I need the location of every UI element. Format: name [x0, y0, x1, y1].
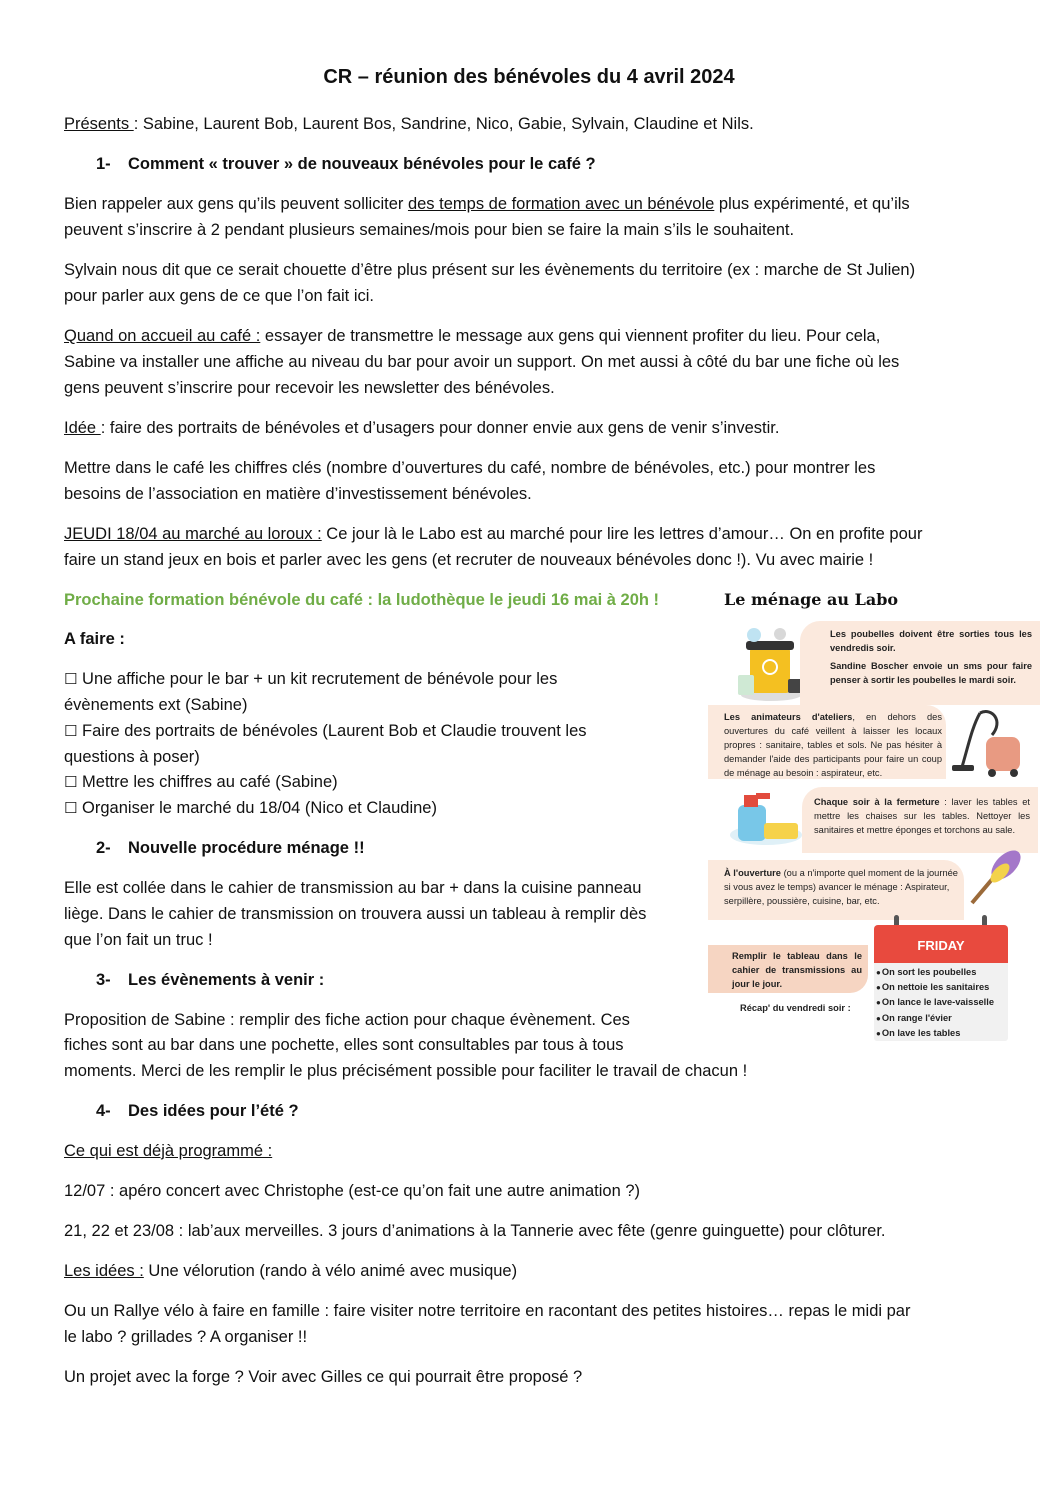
deja-programme-label: Ce qui est déjà programmé : [64, 1142, 273, 1160]
forge-line: Un projet avec la forge ? Voir avec Gilles ce qui pourrait être proposé ? [64, 1368, 583, 1386]
paragraph-accueil-line-1 [64, 323, 880, 349]
rallye-line-2: le labo ? grillades ? A organiser !! [64, 1328, 308, 1346]
todo-item-1-cont: évènements ext (Sabine) [64, 696, 248, 714]
bold-text: À l'ouverture [724, 868, 781, 878]
bubble-poubelles-text-2: Sandine Boscher envoie un sms pour faire penser à sortir les poubelles le mardi soir. [830, 661, 1032, 685]
section-2-line-2: liège. Dans le cahier de transmission on trouvera aussi un tableau à remplir dès [64, 905, 647, 923]
todo-item-1 [64, 666, 557, 692]
section-3-line-2: fiches sont au bar dans une pochette, elles sont consultables par tous à tous [64, 1036, 624, 1054]
underlined-text: Quand on accueil au café : [64, 327, 261, 345]
paragraph-formation-line [64, 191, 910, 217]
bubble-ouverture-text [724, 866, 958, 908]
section-4-number: 4- [96, 1102, 111, 1120]
presents-label: Présents [64, 115, 134, 133]
section-3-line-1: Proposition de Sabine : remplir des fiche action pour chaque évènement. Ces [64, 1011, 630, 1029]
friday-item: ● On nettoie les sanitaires [876, 980, 994, 995]
text-run: plus expérimenté, et qu’ils [714, 195, 910, 213]
underlined-text: des temps de formation avec un bénévole [407, 195, 715, 213]
document-title: CR – réunion des bénévoles du 4 avril 2024 [323, 66, 735, 88]
todo-item-2-cont: questions à poser) [64, 748, 200, 766]
text-run: Une vélorution (rando à vélo animé avec musique) [143, 1262, 518, 1280]
friday-item: ● On lave les tables [876, 1026, 994, 1041]
friday-item: ● On lance le lave-vaisselle [876, 995, 994, 1010]
paragraph-accueil-line-3: gens peuvent s’inscrire pour recevoir les newsletter des bénévoles. [64, 379, 555, 397]
presents-text: : Sabine, Laurent Bob, Laurent Bos, Sandrine, Nico, Gabie, Sylvain, Claudine et Nils. [133, 115, 754, 133]
paragraph-jeudi-line-2: faire un stand jeux en bois et parler avec les gens (et recruter de nouveaux bénévoles donc !). Vu avec mairie ! [64, 551, 874, 569]
idees-line [64, 1258, 517, 1284]
bubble-ouverture [708, 860, 964, 920]
section-2-line-3: que l’on fait un truc ! [64, 931, 213, 949]
section-4-heading [96, 1098, 299, 1124]
todo-text: Organiser le marché du 18/04 (Nico et Claudine) [82, 799, 437, 817]
section-3-heading [96, 967, 324, 993]
text-run: essayer de transmettre le message aux gens qui viennent profiter du lieu. Pour cela, [260, 327, 881, 345]
friday-item: ● On range l'évier [876, 1011, 994, 1026]
bubble-tableau [708, 945, 868, 993]
section-2-line-1: Elle est collée dans le cahier de transmission au bar + dans la cuisine panneau [64, 879, 642, 897]
section-3-title: Les évènements à venir : [128, 971, 325, 989]
text-run: Bien rappeler aux gens qu’ils peuvent solliciter [64, 195, 408, 213]
todo-item-2 [64, 718, 587, 744]
checkbox-icon[interactable]: ☐ [64, 799, 78, 817]
calendar-icon [874, 925, 1008, 1041]
text-run: : laver les tables et mettre les chaises sur les tables. Nettoyer les sanitaires et mettre éponges et torchons au sale. [814, 797, 1030, 835]
section-3-line-3: moments. Merci de les remplir le plus précisément possible pour faciliter le travail de chacun ! [64, 1062, 748, 1080]
bubble-poubelles [800, 621, 1040, 705]
text-run: Ce jour là le Labo est au marché pour lire les lettres d’amour… On en profite pour [321, 525, 923, 543]
friday-item: ● On sort les poubelles [876, 965, 994, 980]
checkbox-icon[interactable]: ☐ [64, 670, 78, 688]
todo-text: Une affiche pour le bar + un kit recrutement de bénévole pour les [82, 670, 558, 688]
friday-checklist [876, 965, 994, 1041]
paragraph-chiffres-line-2: besoins de l’association en matière d’investissement bénévoles. [64, 485, 532, 503]
section-1-title: Comment « trouver » de nouveaux bénévoles pour le café ? [128, 155, 596, 173]
paragraph-formation-line-2: peuvent s’inscrire à 2 pendant plusieurs semaines/mois pour bien se faire la main s’ils le souhaitent. [64, 221, 795, 239]
paragraph-accueil-line-2: Sabine va installer une affiche au niveau du bar pour avoir un support. On met aussi à côté du bar une fiche où les [64, 353, 900, 371]
section-4-title: Des idées pour l’été ? [128, 1102, 299, 1120]
section-1-number: 1- [96, 155, 111, 173]
friday-label: FRIDAY [874, 925, 1008, 963]
section-1-heading [96, 151, 596, 177]
section-2-title: Nouvelle procédure ménage !! [128, 839, 365, 857]
bubble-poubelles-text-1: Les poubelles doivent être sorties tous les vendredis soir. [830, 629, 1032, 653]
paragraph-chiffres-line-1: Mettre dans le café les chiffres clés (nombre d’ouvertures du café, nombre de bénévoles, etc.) pour montrer les [64, 459, 876, 477]
vacuum-cleaner-icon [952, 707, 1024, 779]
paragraph-idee [64, 415, 779, 441]
paragraph-sylvain-line-2: pour parler aux gens de ce que l’on fait ici. [64, 287, 375, 305]
menage-infographic [706, 585, 1042, 1045]
underlined-text: Les idées : [64, 1262, 144, 1280]
bubble-animateurs-text [724, 710, 942, 780]
bubble-animateurs [708, 705, 946, 779]
presents-line [64, 111, 754, 137]
formation-announcement: Prochaine formation bénévole du café : la ludothèque le jeudi 16 mai à 20h ! [64, 591, 660, 609]
section-3-number: 3- [96, 971, 111, 989]
text-run: , en dehors des ouvertures du café veillent à laisser les locaux propres : sanitaire, tables et sols. Ne pas hésiter à demander l'aide des participants pour faire un coup de ménage au besoin : aspirateur, etc. [724, 712, 942, 778]
recap-label: Récap' du vendredi soir : [740, 1003, 851, 1013]
underlined-text: JEUDI 18/04 au marché au loroux : [64, 525, 322, 543]
trash-bin-icon [736, 625, 806, 703]
text-run: : faire des portraits de bénévoles et d’usagers pour donner envie aux gens de venir s’investir. [100, 419, 780, 437]
event-labaux-merveilles: 21, 22 et 23/08 : lab’aux merveilles. 3 jours d’animations à la Tannerie avec fête (genre guinguette) pour clôturer. [64, 1222, 886, 1240]
rallye-line-1: Ou un Rallye vélo à faire en famille : faire visiter notre territoire en racontant des petites histoires… repas le midi par [64, 1302, 911, 1320]
bubble-tableau-text: Remplir le tableau dans le cahier de transmissions au jour le jour. [732, 951, 862, 989]
spray-bottle-icon [722, 785, 802, 847]
bold-text: Les animateurs d'ateliers [724, 712, 853, 722]
section-2-heading [96, 835, 365, 861]
feather-duster-icon [964, 843, 1030, 909]
todo-item-4 [64, 795, 437, 821]
todo-item-3 [64, 769, 338, 795]
todo-heading: A faire : [64, 630, 125, 648]
infographic-title: Le ménage au Labo [724, 590, 899, 609]
underlined-text: Idée [64, 419, 101, 437]
bold-text: Chaque soir à la fermeture [814, 797, 940, 807]
event-1207: 12/07 : apéro concert avec Christophe (est-ce qu’on fait une autre animation ?) [64, 1182, 641, 1200]
bubble-fermeture-text [814, 795, 1030, 837]
section-2-number: 2- [96, 839, 111, 857]
paragraph-sylvain-line-1: Sylvain nous dit que ce serait chouette d’être plus présent sur les évènements du territoire (ex : marche de St Julien) [64, 261, 916, 279]
text-run: (ou a n'importe quel moment de la journée si vous avez le temps) avancer le ménage : Aspirateur, serpillère, poussière, cuisine, bar, etc. [724, 868, 958, 906]
todo-text: Mettre les chiffres au café (Sabine) [82, 773, 338, 791]
checkbox-icon[interactable]: ☐ [64, 773, 78, 791]
paragraph-jeudi-line-1 [64, 521, 922, 547]
todo-text: Faire des portraits de bénévoles (Laurent Bob et Claudie trouvent les [82, 722, 587, 740]
checkbox-icon[interactable]: ☐ [64, 722, 78, 740]
